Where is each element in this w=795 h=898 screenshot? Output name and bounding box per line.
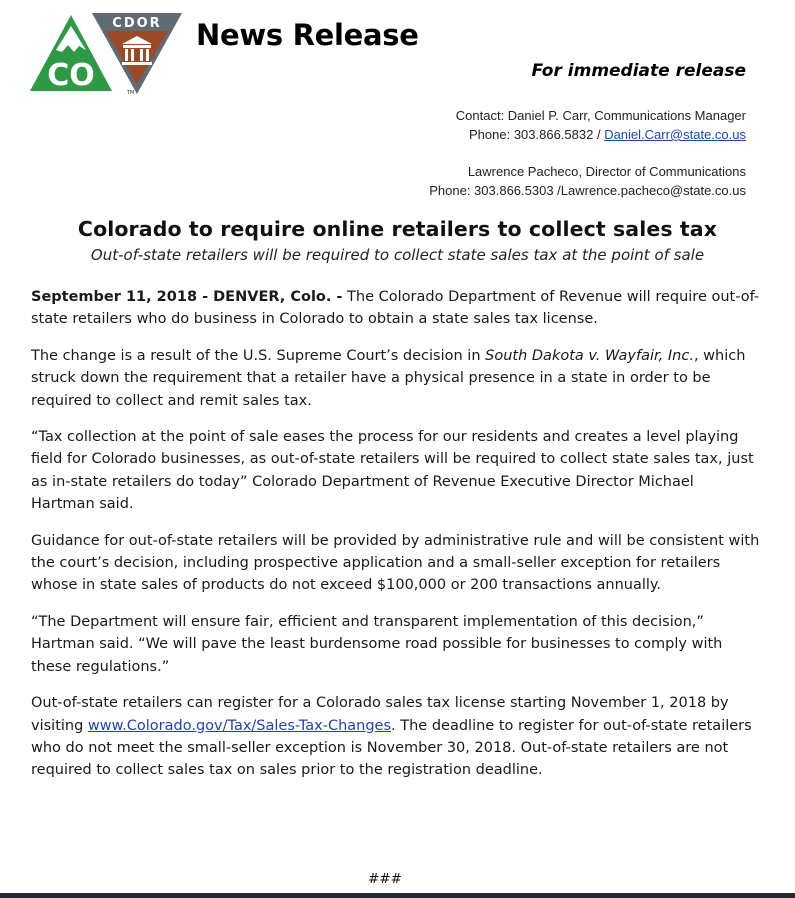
paragraph-1 xyxy=(31,286,761,331)
contact-1-phone: Phone: 303.866.5832 / xyxy=(469,127,605,142)
paragraph-6 xyxy=(31,692,761,782)
paragraph-6-text-b: . The deadline to register for out-of-state retailers who do not meet the small-seller exception is November 30, 2018. Out-of-state retailers are not required to collect sales tax on sales prior to the registration deadline. xyxy=(31,717,752,779)
paragraph-1-text: The Colorado Department of Revenue will require out-of-state retailers who do business in Colorado to obtain a state sales tax license. xyxy=(31,289,760,328)
contact-1-name: Contact: Daniel P. Carr, Communications Manager xyxy=(455,108,746,123)
article-subtitle: Out-of-state retailers will be required to collect state sales tax at the point of sale xyxy=(90,246,705,264)
article-title: Colorado to require online retailers to collect sales tax xyxy=(77,217,718,241)
paragraph-2 xyxy=(31,345,761,412)
contact-1-email-link[interactable]: Daniel.Carr@state.co.us xyxy=(604,127,746,142)
paragraph-3: “Tax collection at the point of sale eases the process for our residents and creates a level playing field for Colorado businesses, as out-of-state retailers will be required to collect state sales tax, just as in-state retailers do today” Colorado Department of Revenue Executive Director Michael Hartman said. xyxy=(31,429,754,513)
sales-tax-changes-link[interactable]: www.Colorado.gov/Tax/Sales-Tax-Changes xyxy=(87,717,392,734)
bottom-rule xyxy=(0,893,795,898)
paragraph-4: Guidance for out-of-state retailers will be provided by administrative rule and will be consistent with the court’s decision, including prospective application and a small-seller exception for retailers whose in state sales of products do not exceed $100,000 or 200 transactions annually. xyxy=(31,532,760,594)
contact-1-phone-line xyxy=(429,125,746,144)
end-mark: ### xyxy=(368,871,402,887)
immediate-release-label: For immediate release xyxy=(531,61,746,81)
contacts-block xyxy=(429,106,746,200)
paragraph-6-text-a: Out-of-state retailers can register for a Colorado sales tax license starting November 1, 2018 by visiting xyxy=(31,695,729,734)
paragraph-2-text-a: The change is a result of the U.S. Supreme Court’s decision in xyxy=(31,347,486,364)
logo-top-text: CDOR xyxy=(112,16,162,31)
dateline: September 11, 2018 - DENVER, Colo. - xyxy=(31,289,343,305)
paragraph-5: “The Department will ensure fair, efficient and transparent implementation of this decision,” Hartman said. “We will pave the least burdensome road possible for businesses to comply with these regulations.” xyxy=(31,613,723,675)
case-name: South Dakota v. Wayfair, Inc. xyxy=(485,347,694,364)
logo-trademark: TM xyxy=(127,90,135,96)
news-release-heading: News Release xyxy=(196,18,419,52)
article-body xyxy=(31,286,761,796)
contact-2-name: Lawrence Pacheco, Director of Communications xyxy=(467,164,746,179)
logo-co-text: CO xyxy=(47,58,95,93)
paragraph-2-text-b: , which struck down the requirement that a retailer have a physical presence in a state in order to be required to collect and remit sales tax. xyxy=(31,347,746,409)
contact-2-phone: Phone: 303.866.5303 /Lawrence.pacheco@state.co.us xyxy=(429,183,746,198)
cdor-logo xyxy=(30,12,184,96)
